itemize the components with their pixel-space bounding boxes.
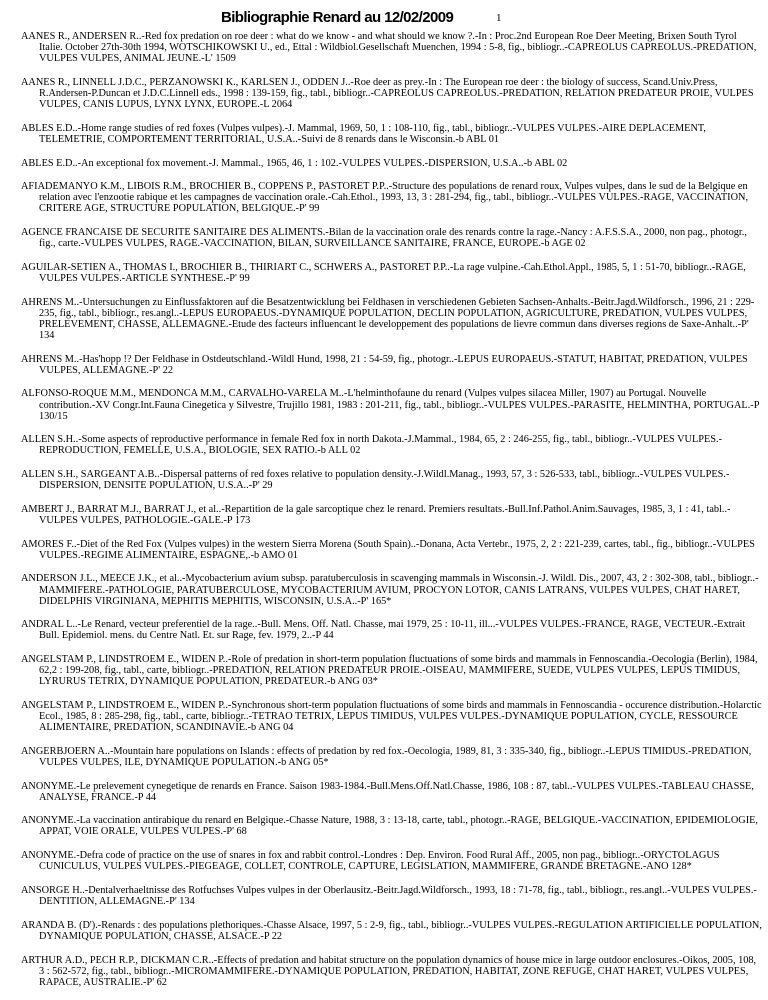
bibliography-entry: AMORES F..-Diet of the Red Fox (Vulpes vulpes) in the western Sierra Morena (South Spain)..-Donana, Acta Vertebr., 1975, 2, 2 : 221-239, cartes, tabl., fig., bibliogr..-VULPES VULPES.-REGIME ALIMENTAIRE, ESPAGNE,.-b AMO 01	[21, 538, 755, 561]
bibliography-entry: ALLEN S.H..-Some aspects of reproductive performance in female Red fox in north Dakota.-J.Mammal., 1984, 65, 2 : 246-255, fig., tabl., bibliogr..-VULPES VULPES.-REPRODUCTION, FEMELLE, U.S.A., BIOLOGIE, SEX RATIO.-b ALL 02	[21, 434, 723, 457]
bibliography-entry: AMBERT J., BARRAT M.J., BARRAT J., et al..-Repartition de la gale sarcoptique chez le renard. Premiers resultats.-Bull.Inf.Pathol.Anim.Sauvages, 1985, 3, 1 : 41, tabl..-VULPES VULPES, PATHOLOGIE.-GALE.-P 173	[21, 503, 731, 526]
bibliography-entry: ARANDA B. (D').-Renards : des populations plethoriques.-Chasse Alsace, 1997, 5 : 2-9, fig., tabl., bibliogr..-VULPES VULPES.-REGULATION ARTIFICIELLE POPULATION, DYNAMIQUE POPULATION, CHASSE, ALSACE.-P 22	[21, 919, 762, 942]
bibliography-entry: ANONYME.-Defra code of practice on the use of snares in fox and rabbit control.-Londres : Dep. Environ. Food Rural Aff., 2005, non pag., bibliogr..-ORYCTOLAGUS CUNICULUS, VULPES VULPES.-PIEGEAGE, COLLET, CONTROLE, CAPTURE, LEGISLATION, MAMMIFERE, GRANDE BRETAGNE.-ANO 128*	[21, 850, 720, 873]
bibliography-entry: ALFONSO-ROQUE M.M., MENDONCA M.M., CARVALHO-VARELA M..-L'helminthofaune du renard (Vulpes vulpes silacea Miller, 1907) au Portugal. Nouvelle contribution.-XV Congr.Int.Fauna Cinegetica y Silvestre, Trujillo 1981, 1983 : 201-211, fig., tabl., bibliogr..-VULPES VULPES.-PARASITE, HELMINTHA, PORTUGAL.-P 130/15	[21, 388, 760, 422]
bibliography-entry: ANDRAL L..-Le Renard, vecteur preferentiel de la rage..-Bull. Mens. Off. Natl. Chasse, mai 1979, 25 : 10-11, ill...-VULPES VULPES.-FRANCE, RAGE, VECTEUR.-Extrait Bull. Epidemiol. mens. du Centre Natl. Et. sur Rage, fev. 1979, 2..-P 44	[21, 619, 746, 642]
bibliography-entry: ANDERSON J.L., MEECE J.K., et al..-Mycobacterium avium subsp. paratuberculosis in scavenging mammals in Wisconsin.-J. Wildl. Dis., 2007, 43, 2 : 302-308, tabl., bibliogr..-MAMMIFERE.-PATHOLOGIE, PARATUBERCULOSE, MYCOBACTERIUM AVIUM, PROCYON LOTOR, CANIS LATRANS, VULPES VULPES, CHAT HARET, DIDELPHIS VIRGINIANA, MEPHITIS MEPHITIS, WISCONSIN, U.S.A..-P' 165*	[21, 573, 759, 607]
bibliography-entry: AHRENS M..-Has'hopp !? Der Feldhase in Ostdeutschland.-Wildl Hund, 1998, 21 : 54-59, fig., photogr..-LEPUS EUROPAEUS.-STATUT, HABITAT, PREDATION, VULPES VULPES, ALLEMAGNE.-P' 22	[21, 353, 748, 376]
bibliography-list	[21, 31, 763, 1000]
bibliography-entry: ANONYME.-Le prelevement cynegetique de renards en France. Saison 1983-1984.-Bull.Mens.Off.Natl.Chasse, 1986, 108 : 87, tabl..-VULPES VULPES.-TABLEAU CHASSE, ANALYSE, FRANCE.-P 44	[21, 780, 754, 803]
bibliography-entry: ARTHUR A.D., PECH R.P., DICKMAN C.R..-Effects of predation and habitat structure on the population dynamics of house mice in large outdoor enclosures.-Oikos, 2005, 108, 3 : 562-572, fig., tabl., bibliogr..-MICROMAMMIFERE.-DYNAMIQUE POPULATION, PREDATION, HABITAT, ZONE REFUGE, CHAT HARET, VULPES VULPES, RAPACE, AUSTRALIE.-P' 62	[21, 954, 757, 988]
page-header	[0, 9, 768, 29]
bibliography-entry: ABLES E.D..-An exceptional fox movement.-J. Mammal., 1965, 46, 1 : 102.-VULPES VULPES.-DISPERSION, U.S.A..-b ABL 02	[21, 157, 568, 169]
bibliography-entry: ANONYME.-La vaccination antirabique du renard en Belgique.-Chasse Nature, 1988, 3 : 13-18, carte, tabl., photogr..-RAGE, BELGIQUE.-VACCINATION, EPIDEMIOLOGIE, APPAT, VOIE ORALE, VULPES VULPES.-P' 68	[21, 815, 759, 838]
bibliography-entry: AANES R., LINNELL J.D.C., PERZANOWSKI K., KARLSEN J., ODDEN J..-Roe deer as prey.-In : The European roe deer : the biology of success, Scand.Univ.Press, R.Andersen-P.Duncan et J.D.C.Linnell eds., 1998 : 139-159, fig., tabl., bibliogr..-CAPREOLUS CAPREOLUS.-PREDATION, RELATION PREDATEUR PROIE, VULPES VULPES, CANIS LUPUS, LYNX LYNX, EUROPE.-L 2064	[21, 76, 754, 111]
bibliography-entry: AGENCE FRANCAISE DE SECURITE SANITAIRE DES ALIMENTS.-Bilan de la vaccination orale des renards contre la rage.-Nancy : A.F.S.S.A., 2000, non pag., photogr., fig., carte.-VULPES VULPES, RAGE.-VACCINATION, BILAN, SURVEILLANCE SANITAIRE, FRANCE, EUROPE.-b AGE 02	[21, 227, 747, 250]
bibliography-entry: ANGELSTAM P., LINDSTROEM E., WIDEN P..-Synchronous short-term population fluctuations of some birds and mammals in Fennoscandia - occurence distribution.-Holarctic Ecol., 1985, 8 : 285-298, fig., tabl., carte, bibliogr..-TETRAO TETRIX, LEPUS TIMIDUS, VULPES VULPES.-DYNAMIQUE POPULATION, CYCLE, RESSOURCE ALIMENTAIRE, PREDATION, SCANDINAVIE.-b ANG 04	[21, 699, 762, 734]
document-title: Bibliographie Renard au 12/02/2009	[221, 9, 454, 26]
page-number: 1	[496, 12, 502, 24]
bibliography-entry: ANGERBJOERN A..-Mountain hare populations on Islands : effects of predation by red fox.-Oecologia, 1989, 81, 3 : 335-340, fig., bibliogr..-LEPUS TIMIDUS.-PREDATION, VULPES VULPES, ILE, DYNAMIQUE POPULATION.-b ANG 05*	[21, 745, 752, 768]
bibliography-entry: AFIADEMANYO K.M., LIBOIS R.M., BROCHIER B., COPPENS P., PASTORET P.P..-Structure des populations de renard roux, Vulpes vulpes, dans le sud de la Belgique en relation avec l'enzootie rabique et les campagnes de vaccination orale.-Cah.Ethol., 1993, 13, 3 : 281-294, fig., tabl., bibliogr..-VULPES VULPES.-RAGE, VACCINATION, CRITERE AGE, STRUCTURE POPULATION, BELGIQUE.-P' 99	[21, 181, 749, 215]
bibliography-entry: AHRENS M..-Untersuchungen zu Einflussfaktoren auf die Besatzentwicklung bei Feldhasen in verschiedenen Gebieten Sachsen-Anhalts.-Beitr.Jagd.Wildforsch., 1996, 21 : 229-235, fig., tabl., bibliogr., res.angl..-LEPUS EUROPAEUS.-DYNAMIQUE POPULATION, DECLIN POPULATION, AGRICULTURE, PREDATION, VULPES VULPES, PRELEVEMENT, CHASSE, ALLEMAGNE.-Etude des facteurs influencant le developpement des populations de lievre commun dans diverses regions de Saxe-Anhalt..-P' 134	[21, 296, 755, 341]
bibliography-entry: ALLEN S.H., SARGEANT A.B..-Dispersal patterns of red foxes relative to population density.-J.Wildl.Manag., 1993, 57, 3 : 526-533, tabl., bibliogr..-VULPES VULPES.-DISPERSION, DENSITE POPULATION, U.S.A..-P' 29	[21, 469, 730, 492]
bibliography-entry: ANSORGE H..-Dentalverhaeltnisse des Rotfuchses Vulpes vulpes in der Oberlausitz.-Beitr.Jagd.Wildforsch., 1993, 18 : 71-78, fig., tabl., bibliogr., res.angl..-VULPES VULPES.-DENTITION, ALLEMAGNE.-P' 134	[21, 884, 757, 908]
bibliography-entry: AANES R., ANDERSEN R..-Red fox predation on roe deer : what do we know - and what should we know ?.-In : Proc.2nd European Roe Deer Meeting, Brixen South Tyrol Italie. October 27th-30th 1994, WOTSCHIKOWSKI U., ed., Ettal : Wildbiol.Gesellschaft Muenchen, 1994 : 5-8, fig., bibliogr..-CAPREOLUS CAPREOLUS.-PREDATION, VULPES VULPES, ANIMAL JEUNE.-L' 1509	[21, 31, 757, 65]
bibliography-entry: AGUILAR-SETIEN A., THOMAS I., BROCHIER B., THIRIART C., SCHWERS A., PASTORET P.P..-La rage vulpine.-Cah.Ethol.Appl., 1985, 5, 1 : 51-70, bibliogr..-RAGE, VULPES VULPES.-ARTICLE SYNTHESE.-P' 99	[21, 261, 746, 284]
bibliography-entry: ABLES E.D..-Home range studies of red foxes (Vulpes vulpes).-J. Mammal, 1969, 50, 1 : 108-110, fig., tabl., bibliogr..-VULPES VULPES.-AIRE DEPLACEMENT, TELEMETRIE, COMPORTEMENT TERRITORIAL, U.S.A..-Suivi de 8 renards dans le Wisconsin.-b ABL 01	[21, 122, 707, 145]
bibliography-entry: ANGELSTAM P., LINDSTROEM E., WIDEN P..-Role of predation in short-term population fluctuations of some birds and mammals in Fennoscandia.-Oecologia (Berlin), 1984, 62,2 : 199-208, fig., tabl., carte, bibliogr..-PREDATION, RELATION PREDATEUR PROIE.-OISEAU, MAMMIFERE, SUEDE, VULPES VULPES, LEPUS TIMIDUS, LYRURUS TETRIX, DYNAMIQUE POPULATION, PREDATEUR.-b ANG 03*	[21, 654, 758, 688]
